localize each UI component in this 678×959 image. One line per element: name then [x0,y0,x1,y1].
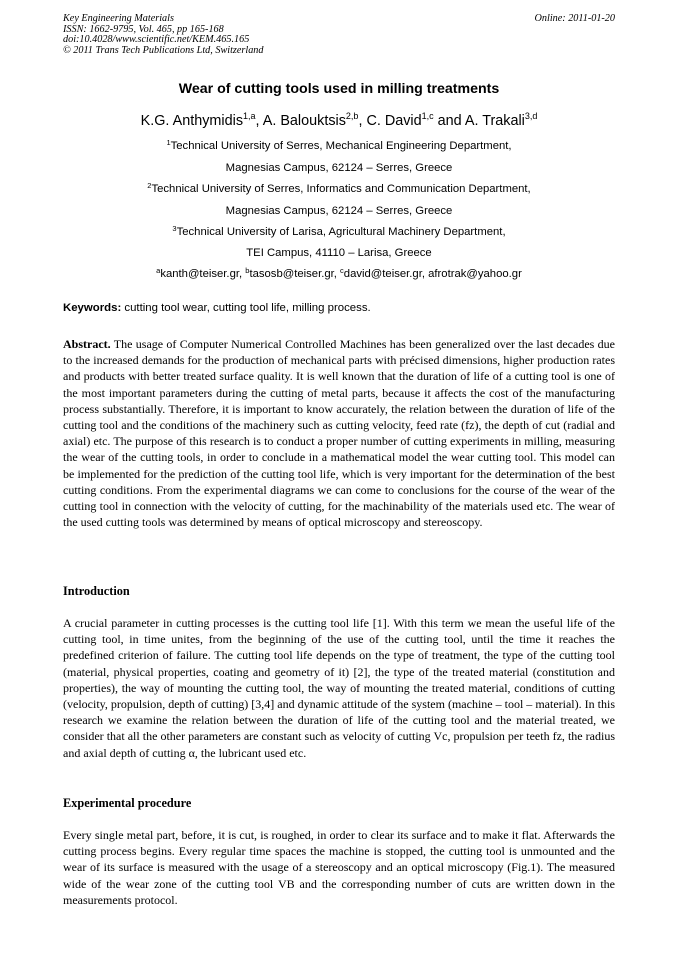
email-sup: c [340,266,344,275]
copyright-line: © 2011 Trans Tech Publications Ltd, Switzerland [63,44,264,56]
keywords-text: cutting tool wear, cutting tool life, milling process. [121,302,371,314]
affiliation-1-address: Magnesias Campus, 62124 – Serres, Greece [225,162,453,174]
author-sup: 2,b [345,111,359,121]
affiliation-sup: 3 [172,224,177,233]
abstract-text: The usage of Computer Numerical Controlled Machines has been generalized over the last decades due to the increased demands for the production of mechanical parts with précised dimensions, higher production rates and products with better treated surface quality. It is well known that the duration of life of a cutting tool is one of the most important parameters during the cutting of metal parts, because it affects the cost of the manufacturing process substantially. Therefore, it is important to know accurately, the relation between the duration of life of the cutting tool and the conditions of the machinery such as cutting velocity, feed rate (fz), the depth of cut (radial and axial) etc. The purpose of this research is to conduct a proper number of cutting experiments in milling, measuring the wear of the cutting tools, in order to conclude in a mathematical model the wear cutting tool. This model can be implemented for the prediction of the cutting tool life, which is very important for the determination of the best cutting conditions. From the experimental diagrams we can come to conclusions for the course of the wear of the cutting tool in connection with the velocity of cutting, for the machinability of the materials used etc. The wear of the used cutting tools was determined by means of optical microscopy and stereoscopy. [63,337,615,530]
experimental-text: Every single metal part, before, it is cut, is roughed, in order to clear its surface and to make it flat. Afterwards the cutting process begins. Every regular time spaces the machine is stopped, the cutting tool is unmounted and the wear of its surface is measured with the usage of a stereoscopy and an optical microscopy (Fig.1). The measured wide of the wear zone of the cutting tool VB and the corresponding number of cuts are written down in the measurements protocol. [63,828,615,907]
author-name: C. David [366,113,422,129]
affiliation-line: Technical University of Serres, Informatics and Communication Department, [151,183,531,195]
email-line [0,267,678,282]
affiliation-1 [0,139,678,154]
email-link[interactable]: david@teiser.gr, afrotrak@yahoo.gr [343,268,522,280]
paper-title: Wear of cutting tools used in milling treatments [178,81,500,97]
affiliation-line: Technical University of Serres, Mechanical Engineering Department, [170,140,512,152]
email-sup: a [156,266,161,275]
author-list [0,113,678,129]
author-name: A. Trakali [464,113,525,129]
journal-header [63,14,263,56]
abstract-label: Abstract. [63,337,111,351]
introduction-heading: Introduction [63,584,130,598]
introduction-text: A crucial parameter in cutting processes is the cutting tool life [1]. With this term we mean the useful life of the cutting tool, in time unites, from the beginning of the use of the cutting tool, until the time it reaches the predefined criterion of failure. The cutting tool life depends on the type of treatment, the type of the cutting tool (material, physical properties, coating and geometry of it) [2], the type of the treated material (constitution and properties), the way of mounting the cutting tool, the way of mounting the treated material, conditions of cutting (velocity, propulsion, depth of cutting) [3,4] and dynamic attitude of the system (machine – tool – material). In this research we examine the relation between the duration of life of the cutting tool and the material treated, we consider that all the other parameters are constant such as velocity of cutting Vc, propulsion per teeth fz, the radius and axial depth of cutting α, the lubricant used etc. [63,616,615,760]
author-name: K.G. Anthymidis [140,113,244,129]
experimental-heading: Experimental procedure [63,796,192,810]
affiliation-3-address: TEI Campus, 41110 – Larisa, Greece [246,247,432,259]
author-sep: and [433,113,465,129]
author-sup: 1,c [421,111,434,121]
email-link[interactable]: kanth@teiser.gr, [160,268,246,280]
journal-name: Key Engineering Materials [63,13,174,24]
doi-line: doi:10.4028/www.scientific.net/KEM.465.165 [63,34,250,46]
author-name: A. Balouktsis [262,113,346,129]
affiliation-2 [0,182,678,197]
affiliation-2-address: Magnesias Campus, 62124 – Serres, Greece [225,205,453,217]
author-sup: 1,a [243,111,256,121]
affiliation-sup: 1 [166,138,171,147]
email-sup: b [245,266,250,275]
online-date: Online: 2011-01-20 [534,13,615,24]
affiliation-sup: 2 [147,181,152,190]
author-sep: , [255,113,263,129]
keywords [63,302,623,314]
keywords-label: Keywords: [63,302,122,314]
author-sep: , [358,113,367,129]
abstract [63,336,615,530]
affiliation-3 [0,225,678,240]
email-link[interactable]: tasosb@teiser.gr, [249,268,341,280]
author-sup: 3,d [524,111,538,121]
affiliation-line: Technical University of Larisa, Agricultural Machinery Department, [176,226,506,238]
issn-line: ISSN: 1662-9795, Vol. 465, pp 165-168 [63,23,224,35]
